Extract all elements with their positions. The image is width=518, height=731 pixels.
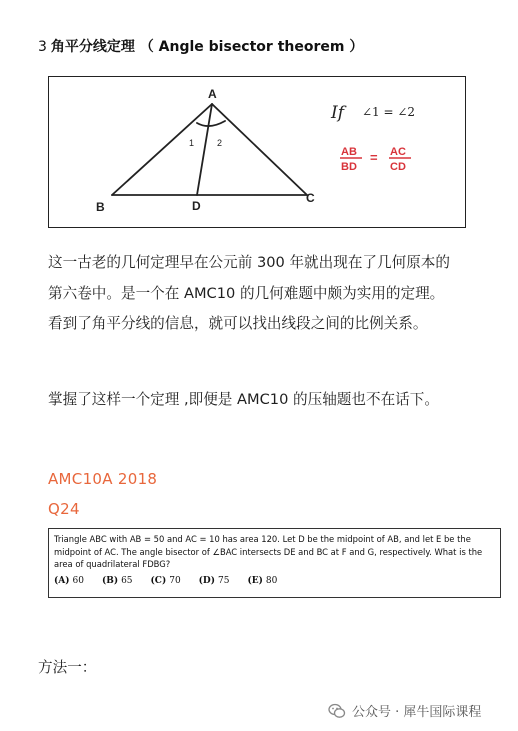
note-if: If xyxy=(331,103,345,123)
label-b: B xyxy=(96,200,105,214)
footer-text: 公众号 · 犀牛国际课程 xyxy=(352,705,482,720)
section-heading xyxy=(38,36,363,56)
method-heading: 方法一： xyxy=(38,659,97,676)
label-a: A xyxy=(208,87,217,101)
label-c: C xyxy=(306,191,315,205)
answer-options xyxy=(54,575,495,588)
fraction-left-numerator: AB xyxy=(341,146,357,158)
bisector-ad xyxy=(197,104,212,195)
angle-arc xyxy=(197,121,225,126)
fraction-equals: = xyxy=(370,150,378,165)
option-c: (C) 70 xyxy=(150,575,181,586)
label-angle-1: 1 xyxy=(189,138,195,148)
label-angle-2: 2 xyxy=(217,138,223,148)
section-title: 角平分线定理 （ Angle bisector theorem ） xyxy=(50,39,364,55)
problem-box xyxy=(48,528,501,598)
option-d: (D) 75 xyxy=(198,575,230,586)
footer-watermark xyxy=(328,701,481,720)
problem-statement: Triangle ABC with AB = 50 and AC = 10 has area 120. Let D be the midpoint of AB, and let E be the midpoint of AC. The angle bisector of ∠BAC intersects DE and BC at F and G, respectively. What is the area of quadrilateral FDBG? xyxy=(54,534,483,569)
fraction-right-denominator: CD xyxy=(390,161,406,173)
option-e: (E) 80 xyxy=(247,575,278,586)
wechat-icon xyxy=(328,702,346,720)
paragraph-history: 这一古老的几何定理早在公元前 300 年就出现在了几何原本的第六卷中。是一个在 AMC10 的几何难题中颇为实用的定理。看到了角平分线的信息，就可以找出线段之间的比例关系。 xyxy=(48,254,450,332)
fraction-left-denominator: BD xyxy=(341,161,357,173)
question-number: Q24 xyxy=(48,500,80,518)
theorem-figure xyxy=(48,76,466,228)
contest-label: AMC10A 2018 xyxy=(48,470,158,488)
paragraph-importance: 掌握了这样一个定理 ,即便是 AMC10 的压轴题也不在话下。 xyxy=(48,391,439,408)
side-ab xyxy=(112,104,212,195)
option-b: (B) 65 xyxy=(101,575,133,586)
side-ac xyxy=(212,104,307,195)
label-d: D xyxy=(192,199,201,213)
option-a: (A) 60 xyxy=(54,575,84,586)
section-number: 3 xyxy=(38,39,47,55)
triangle-diagram xyxy=(49,77,467,229)
note-condition: ∠1 = ∠2 xyxy=(362,105,416,119)
fraction-right-numerator: AC xyxy=(390,146,406,158)
